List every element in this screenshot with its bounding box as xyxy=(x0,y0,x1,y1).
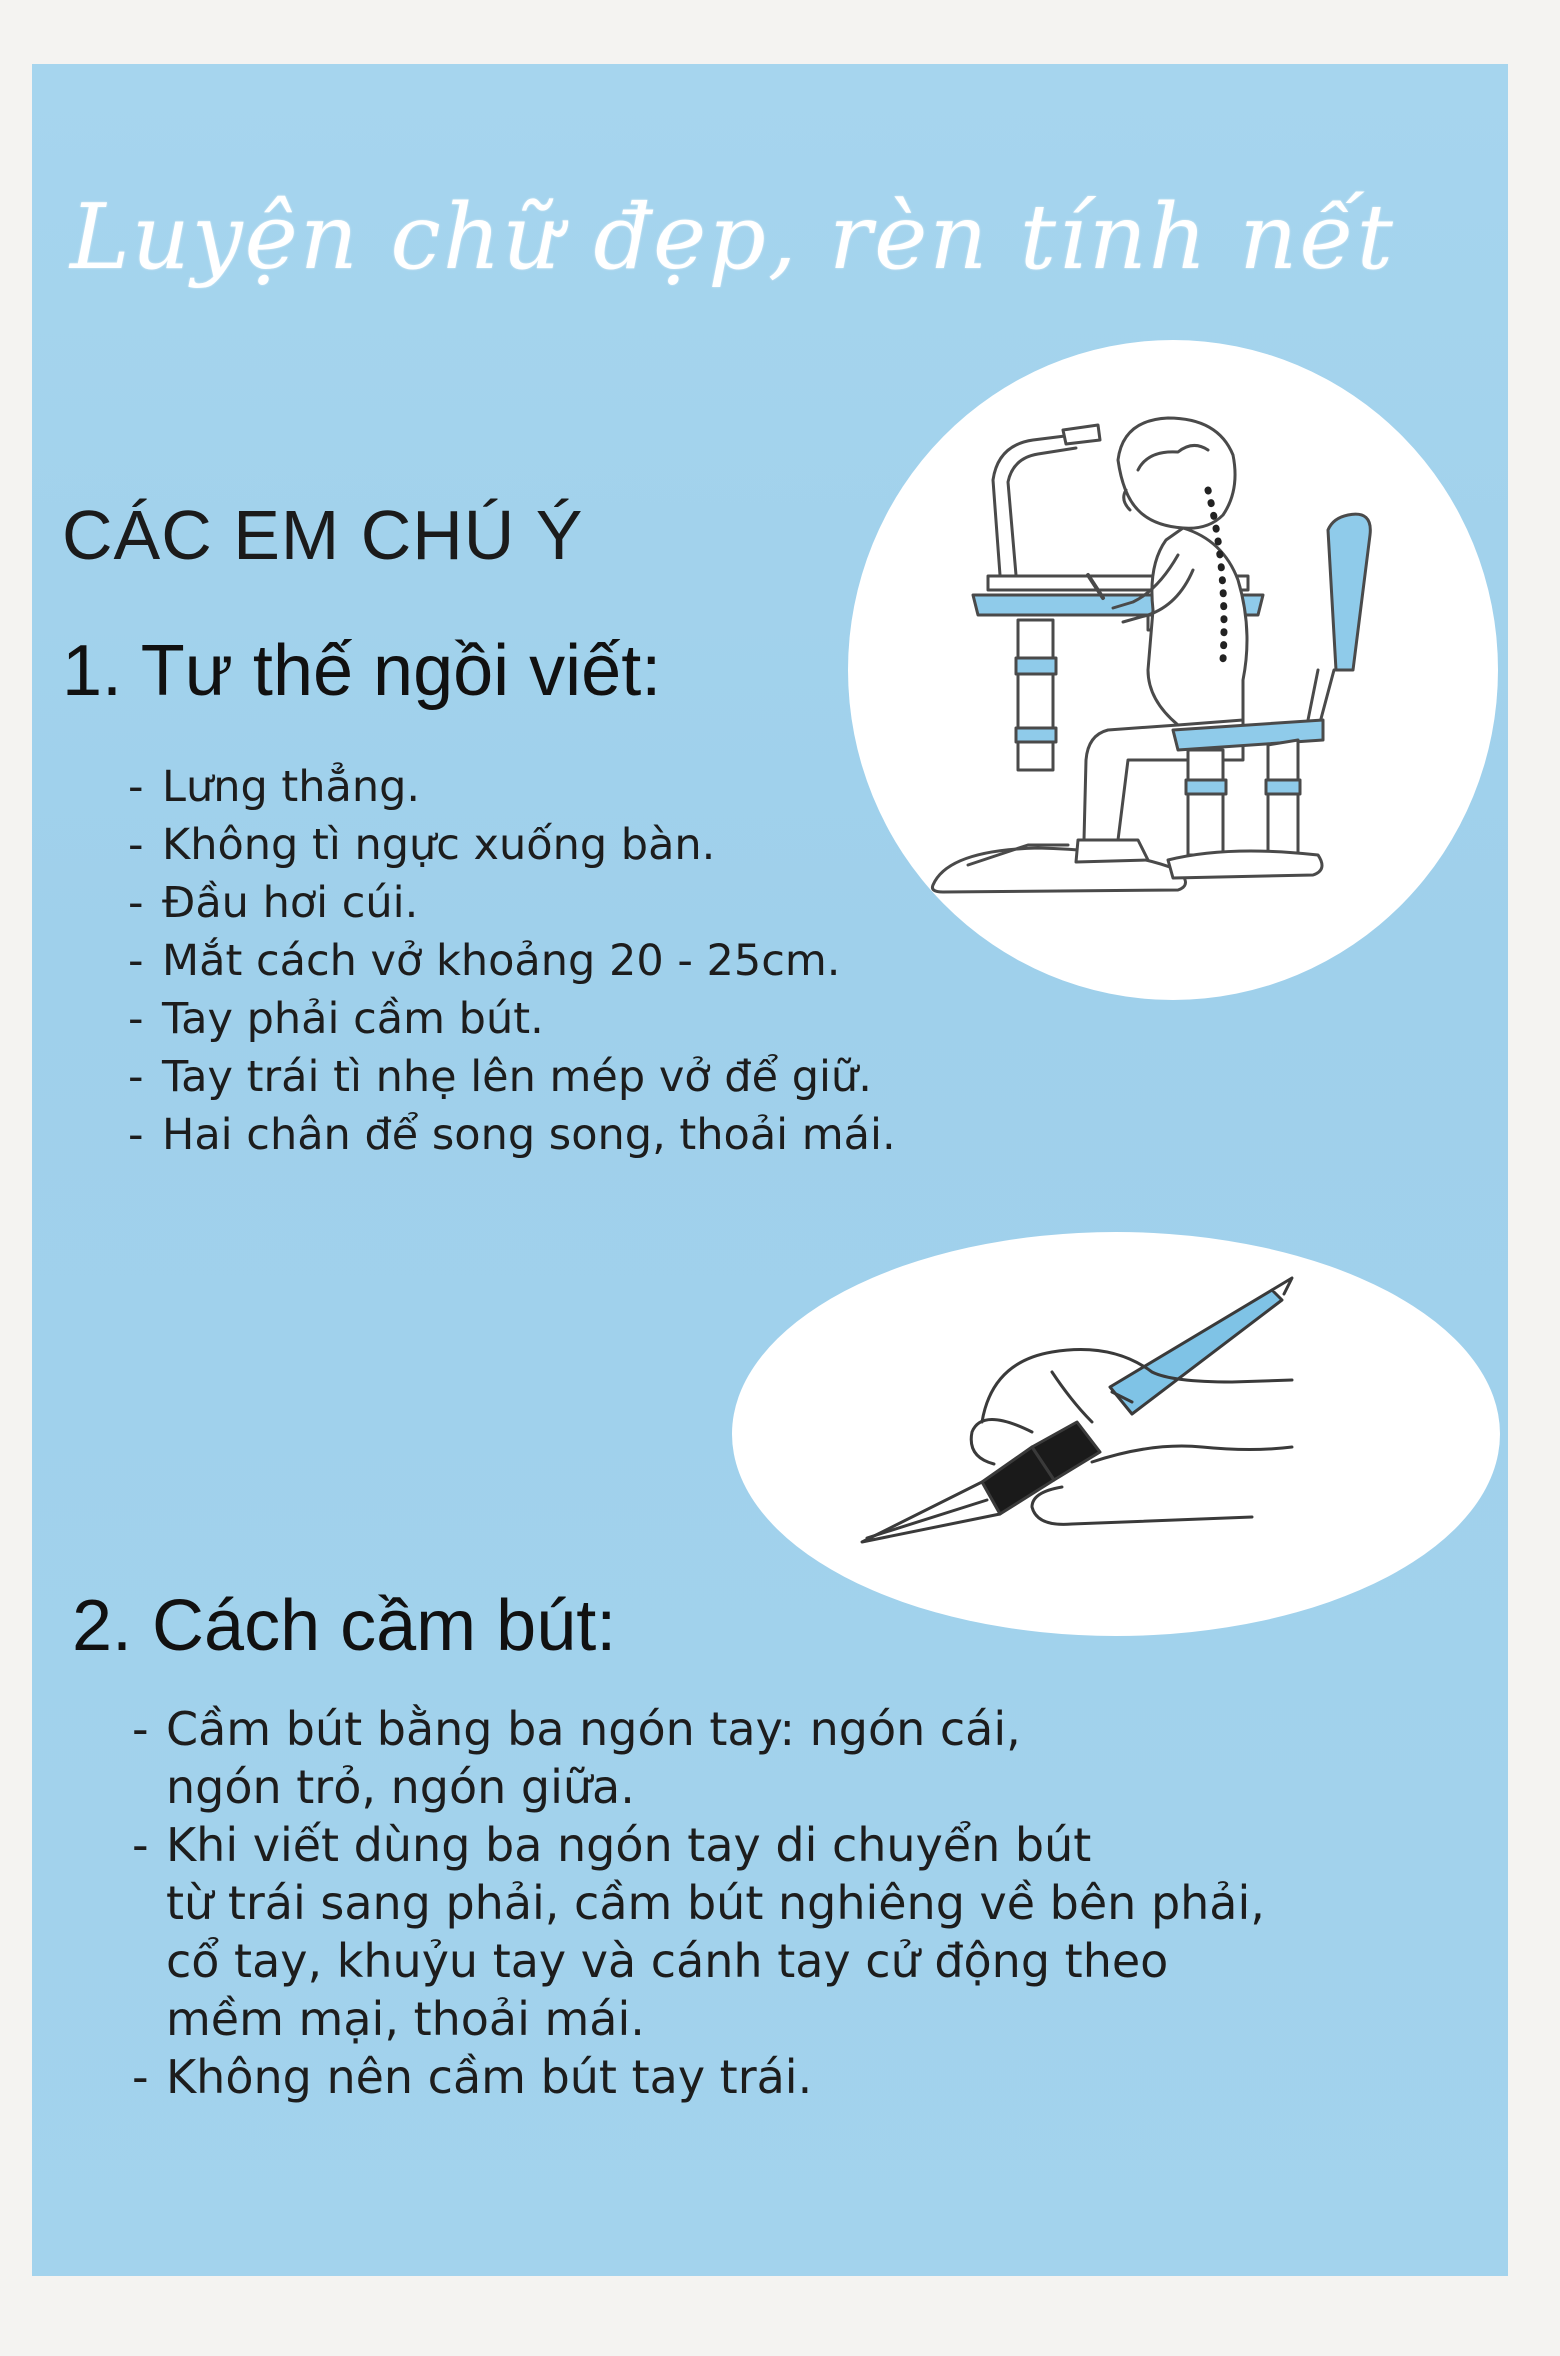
section-pen-grip-title: 2. Cách cầm bút: xyxy=(72,1586,617,1666)
list-item-line: Cầm bút bằng ba ngón tay: ngón cái, xyxy=(166,1702,1021,1756)
list-item-line: cổ tay, khuỷu tay và cánh tay cử động theo xyxy=(166,1934,1169,1988)
list-item-line: ngón trỏ, ngón giữa. xyxy=(166,1760,635,1814)
list-item: - Tay phải cầm bút. xyxy=(128,990,896,1048)
attention-heading: CÁC EM CHÚ Ý xyxy=(62,496,584,574)
list-item: - Không nên cầm bút tay trái. xyxy=(132,2048,1432,2106)
list-item xyxy=(132,1816,1432,2048)
list-item: - Lưng thẳng. xyxy=(128,758,896,816)
list-item: - Không tì ngực xuống bàn. xyxy=(128,816,896,874)
list-item: - Mắt cách vở khoảng 20 - 25cm. xyxy=(128,932,896,990)
list-item: - Đầu hơi cúi. xyxy=(128,874,896,932)
list-item: - Hai chân để song song, thoải mái. xyxy=(128,1106,896,1164)
child-at-desk-icon xyxy=(848,340,1498,1000)
list-item-line: Khi viết dùng ba ngón tay di chuyển bút xyxy=(166,1818,1092,1872)
list-item-line: từ trái sang phải, cầm bút nghiêng về bên phải, xyxy=(166,1876,1265,1930)
pen-grip-list xyxy=(132,1700,1432,2106)
sitting-posture-illustration xyxy=(848,340,1498,1000)
sitting-posture-list xyxy=(128,758,896,1164)
hand-holding-pen-icon xyxy=(732,1232,1500,1636)
page-title: Luyện chữ đẹp, rèn tính nết xyxy=(70,185,1395,290)
pen-grip-illustration xyxy=(732,1232,1500,1636)
list-item xyxy=(132,1700,1432,1816)
list-item: - Tay trái tì nhẹ lên mép vở để giữ. xyxy=(128,1048,896,1106)
section-sitting-title: 1. Tư thế ngồi viết: xyxy=(62,631,662,711)
list-item-line: mềm mại, thoải mái. xyxy=(166,1992,645,2046)
